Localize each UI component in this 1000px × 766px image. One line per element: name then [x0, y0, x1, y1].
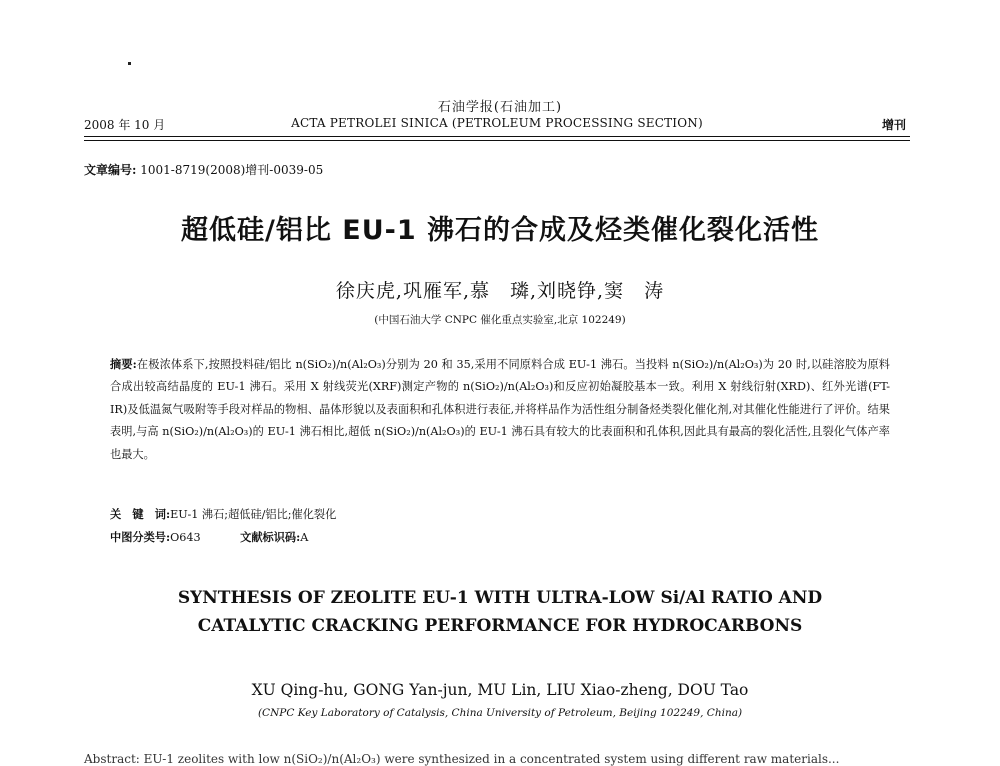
- authors-en: XU Qing-hu, GONG Yan-jun, MU Lin, LIU Xiao-zheng, DOU Tao: [251, 681, 749, 699]
- abstract-label: 摘要:: [110, 357, 137, 371]
- header-issue: 增刊: [881, 118, 906, 132]
- header-rule-thick: [84, 136, 910, 137]
- affiliation-en: (CNPC Key Laboratory of Catalysis, China University of Petroleum, Beijing 102249, China): [257, 707, 743, 719]
- keywords: [110, 506, 336, 522]
- article-number-label: 文章编号:: [84, 163, 137, 177]
- header-date: 2008 年 10 月: [84, 118, 166, 132]
- doc-code-label: 文献标识码:: [240, 530, 301, 544]
- title-en-line1: SYNTHESIS OF ZEOLITE EU-1 WITH ULTRA-LOW Si/Al RATIO AND: [177, 588, 823, 608]
- doc-code-value: A: [300, 531, 309, 544]
- clc-label: 中图分类号:: [110, 530, 171, 544]
- article-number-value: 1001-8719(2008)增刊-0039-05: [140, 163, 324, 177]
- affiliation-cn: (中国石油大学 CNPC 催化重点实验室,北京 102249): [374, 314, 626, 326]
- keywords-label: 关 键 词:: [110, 507, 171, 521]
- abstract-en-cut: Abstract: EU-1 zeolites with low n(SiO₂)/n(Al₂O₃) were synthesized in a concentrated system using different raw materials...: [84, 752, 840, 766]
- title-en-line2: CATALYTIC CRACKING PERFORMANCE FOR HYDROCARBONS: [197, 616, 803, 636]
- abstract-text: 在极浓体系下,按照投料硅/铝比 n(SiO₂)/n(Al₂O₃)分别为 20 和 35,采用不同原料合成 EU-1 沸石。当投料 n(SiO₂)/n(Al₂O₃)为 20 时,以硅溶胶为原料合成出较高结晶度的 EU-1 沸石。采用 X 射线荧光(XRF)测定产物的 n(SiO₂)/n(Al₂O₃)和反应初始凝胶基本一致。利用 X 射线衍射(XRD)、红外光谱(FT-IR)及低温氮气吸附等手段对样品的物相、晶体形貌以及表面积和孔体积进行表征,并将样品作为活性组分制备烃类裂化催化剂,对其催化性能进行了评价。结果表明,与高 n(SiO₂)/n(Al₂O₃)的 EU-1 沸石相比,超低 n(SiO₂)/n(Al₂O₃)的 EU-1 沸石具有较大的比表面积和孔体积,因此具有最高的裂化活性,且裂化气体产率也最大。: [110, 358, 890, 461]
- paper-title-cn: 超低硅/铝比 EU-1 沸石的合成及烃类催化裂化活性: [180, 215, 820, 246]
- running-header: [84, 116, 910, 136]
- clc-value: O643: [170, 531, 201, 544]
- keywords-text: EU-1 沸石;超低硅/铝比;催化裂化: [170, 508, 337, 521]
- paper-title-en: [0, 584, 1000, 640]
- journal-title-cn: 石油学报(石油加工): [437, 100, 563, 115]
- abstract-cn: [110, 353, 890, 466]
- stray-dot: [128, 62, 131, 65]
- article-number: [84, 161, 323, 178]
- header-rule-thin: [84, 140, 910, 141]
- classification: [110, 529, 308, 545]
- journal-title-en: ACTA PETROLEI SINICA (PETROLEUM PROCESSING SECTION): [291, 116, 703, 130]
- authors-cn: 徐庆虎,巩雁军,慕 璘,刘晓铮,窦 涛: [335, 280, 665, 302]
